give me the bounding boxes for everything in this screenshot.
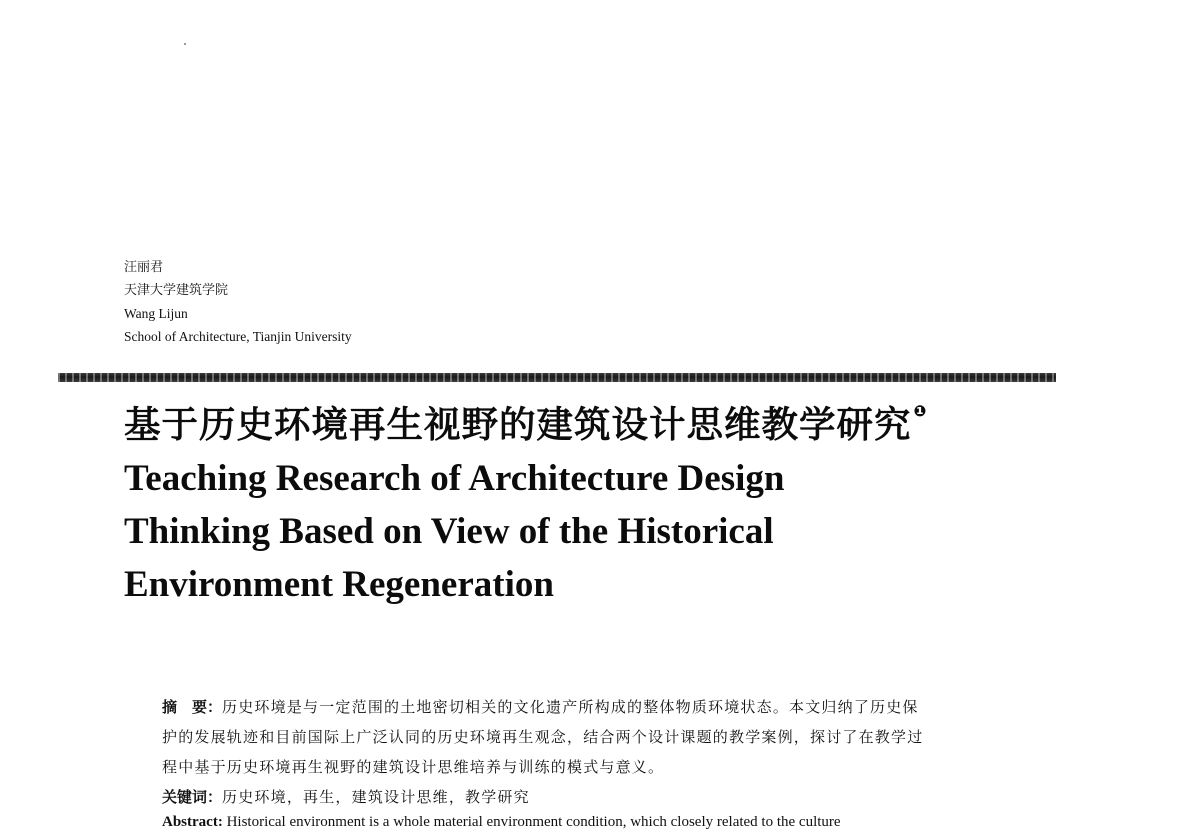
abstract-label: 摘 要：: [162, 698, 223, 716]
title-chinese: [124, 396, 927, 448]
keywords-line: [162, 782, 1062, 812]
author-name-cn: 汪丽君: [124, 260, 164, 275]
keywords-text: 历史环境，再生，建筑设计思维，教学研究: [222, 788, 530, 806]
abstract-line: 护的发展轨迹和目前国际上广泛认同的历史环境再生观念，结合两个设计课题的教学案例，探讨了在教学过: [162, 728, 924, 746]
abstract-english-partial: [162, 814, 841, 831]
header-rule: [58, 373, 1056, 382]
author-name-en: Wang Lijun: [124, 306, 188, 321]
abstract-cn: [162, 692, 1062, 812]
abstract-line: [162, 692, 1062, 722]
abstract-line: 程中基于历史环境再生视野的建筑设计思维培养与训练的模式与意义。: [162, 758, 665, 776]
title-english-line: Environment Regeneration: [124, 564, 554, 605]
keywords-label: 关键词：: [162, 788, 223, 806]
title-english: [124, 452, 784, 611]
author-block: [124, 256, 352, 348]
footnote-mark: ❶: [913, 402, 928, 420]
title-english-line: Teaching Research of Architecture Design: [124, 458, 785, 499]
title-chinese-text: 基于历史环境再生视野的建筑设计思维教学研究: [124, 403, 912, 446]
author-affiliation-cn: 天津大学建筑学院: [124, 283, 229, 298]
scan-speck: [184, 43, 186, 45]
abstract-text: 历史环境是与一定范围的土地密切相关的文化遗产所构成的整体物质环境状态。本文归纳了历史保: [222, 698, 919, 716]
abstract-en-text: Historical environment is a whole material environment condition, which closely related to the culture: [226, 814, 841, 830]
abstract-en-label: Abstract:: [162, 814, 223, 830]
author-affiliation-en: School of Architecture, Tianjin University: [124, 329, 352, 344]
title-english-line: Thinking Based on View of the Historical: [124, 511, 774, 552]
